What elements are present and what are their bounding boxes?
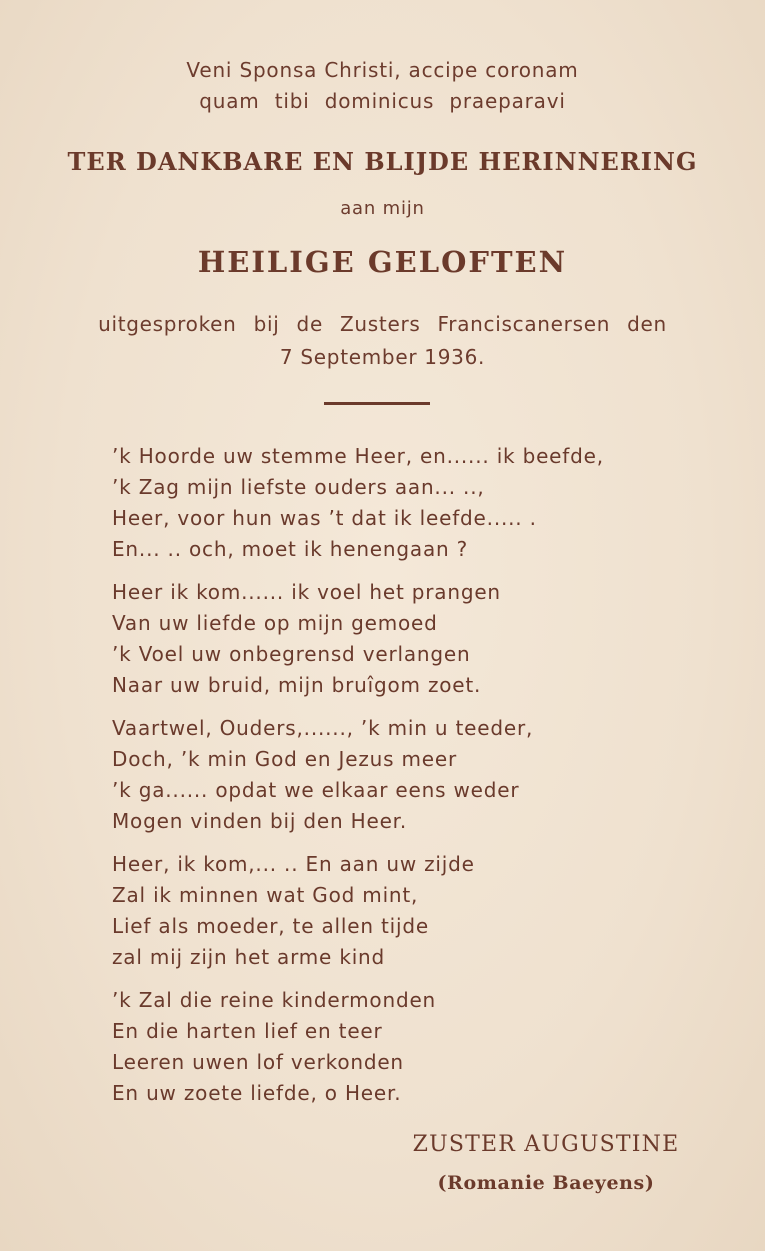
- poem: [112, 441, 712, 1121]
- poem-line: Doch, ’k min God en Jezus meer: [112, 747, 457, 771]
- signature-name: ZUSTER AUGUSTINE: [412, 1132, 680, 1157]
- poem-line: ’k ga...... opdat we elkaar eens weder: [112, 778, 520, 802]
- poem-line: Naar uw bruid, mijn bruîgom zoet.: [112, 673, 482, 697]
- poem-line: Van uw liefde op mijn gemoed: [112, 611, 438, 635]
- poem-line: zal mij zijn het arme kind: [112, 945, 386, 969]
- poem-line: Heer, voor hun was ’t dat ik leefde..... .: [112, 506, 537, 530]
- latin-verse-line-1: Veni Sponsa Christi, accipe coronam: [186, 58, 579, 82]
- card-heading: TER DANKBARE EN BLIJDE HERINNERING: [67, 147, 698, 176]
- poem-stanza-5: [112, 985, 712, 1109]
- poem-line: Mogen vinden bij den Heer.: [112, 809, 408, 833]
- poem-stanza-2: [112, 577, 712, 701]
- poem-line: Leeren uwen lof verkonden: [112, 1050, 404, 1074]
- latin-verse-line-2: quam tibi dominicus praeparavi: [199, 89, 566, 113]
- poem-stanza-3: [112, 713, 712, 837]
- poem-stanza-4: [112, 849, 712, 973]
- poem-line: Vaartwel, Ouders,......, ’k min u teeder,: [112, 716, 534, 740]
- poem-line: Lief als moeder, te allen tijde: [112, 914, 429, 938]
- aan-mijn-text: aan mijn: [340, 198, 425, 219]
- poem-line: ’k Zal die reine kindermonden: [112, 988, 437, 1012]
- poem-line: Zal ik minnen wat God mint,: [112, 883, 419, 907]
- subtitle-line-1: uitgesproken bij de Zusters Franciscanersen den: [98, 312, 667, 336]
- poem-line: ’k Voel uw onbegrensd verlangen: [112, 642, 471, 666]
- poem-stanza-1: [112, 441, 712, 565]
- signature-block: [391, 1130, 701, 1198]
- poem-line: ’k Zag mijn liefste ouders aan... ..,: [112, 475, 485, 499]
- poem-line: En die harten lief en teer: [112, 1019, 383, 1043]
- poem-line: En uw zoete liefde, o Heer.: [112, 1081, 402, 1105]
- card-title: HEILIGE GELOFTEN: [197, 245, 568, 279]
- poem-line: Heer ik kom...... ik voel het prangen: [112, 580, 501, 604]
- divider-rule: [324, 402, 430, 405]
- signature-birth-name: (Romanie Baeyens): [437, 1172, 655, 1194]
- poem-line: ’k Hoorde uw stemme Heer, en...... ik beefde,: [112, 444, 604, 468]
- subtitle-date: 7 September 1936.: [279, 345, 486, 369]
- poem-line: En... .. och, moet ik henengaan ?: [112, 537, 469, 561]
- poem-line: Heer, ik kom,... .. En aan uw zijde: [112, 852, 475, 876]
